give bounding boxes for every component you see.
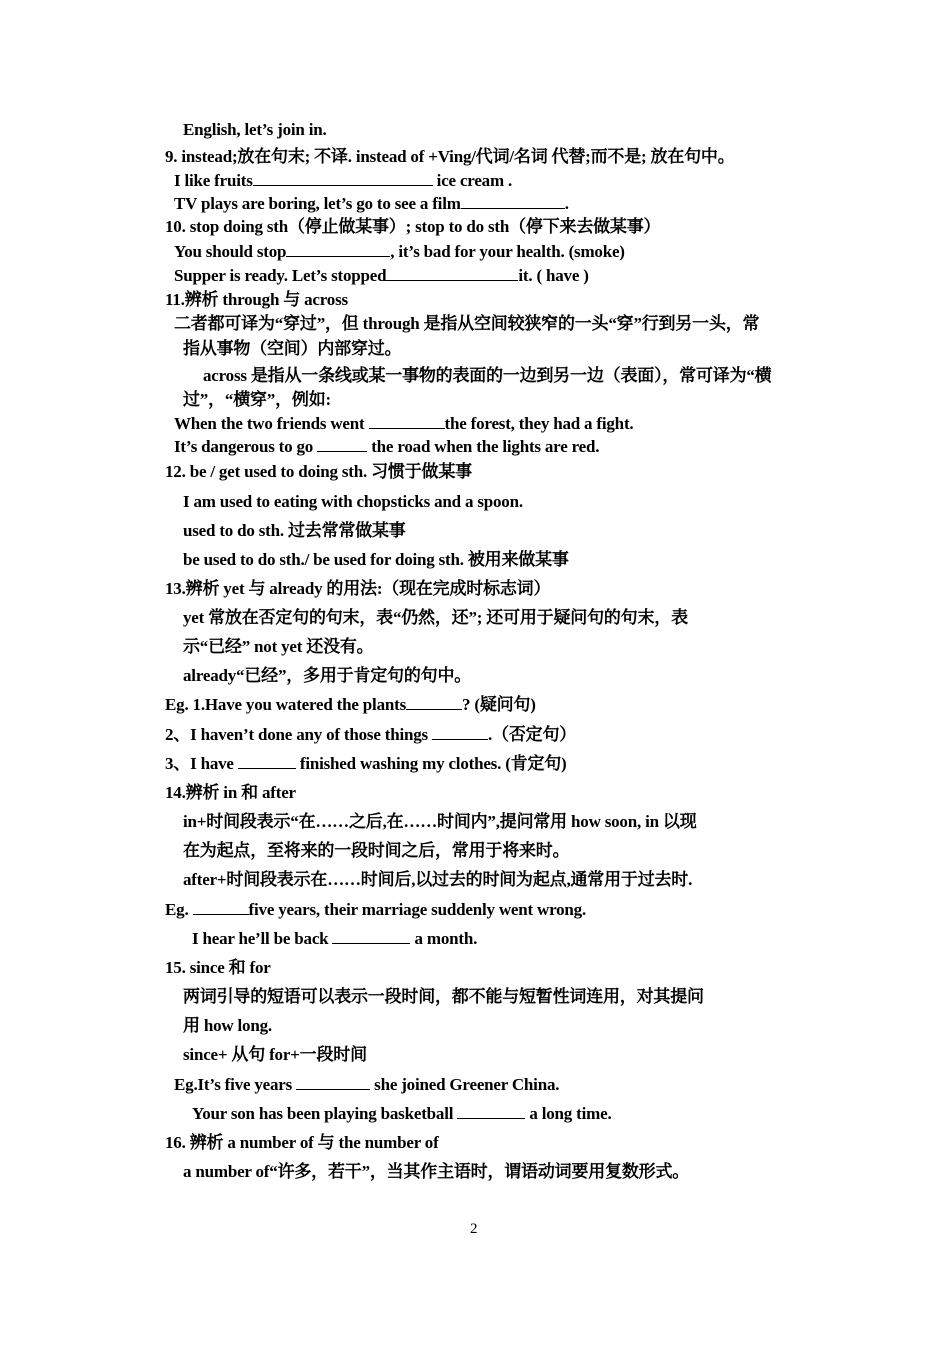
answer-blank[interactable] xyxy=(286,242,390,257)
exercise-line: You should stop , it’s bad for your health. (smoke) xyxy=(174,242,625,261)
answer-blank[interactable] xyxy=(432,725,488,740)
answer-blank[interactable] xyxy=(296,1075,370,1090)
explanation-line: 过”，“横穿”，例如: xyxy=(183,390,331,409)
exercise-line: It’s dangerous to go the road when the lights are red. xyxy=(174,437,600,456)
heading-item-11: 11.辨析 through 与 across xyxy=(165,290,348,309)
answer-blank[interactable] xyxy=(457,1104,525,1119)
explanation-line: 两词引导的短语可以表示一段时间，都不能与短暂性词连用，对其提问 xyxy=(183,987,704,1006)
exercise-line: TV plays are boring, let’s go to see a film . xyxy=(174,194,569,213)
explanation-line: already“已经”，多用于肯定句的句中。 xyxy=(183,666,472,685)
example-line: used to do sth. 过去常常做某事 xyxy=(183,521,406,540)
explanation-line: yet 常放在否定句的句末，表“仍然，还”; 还可用于疑问句的句末，表 xyxy=(183,608,688,627)
exercise-line: Eg. five years, their marriage suddenly went wrong. xyxy=(165,900,587,919)
explanation-line: in+时间段表示“在……之后,在……时间内”,提问常用 how soon, in 以现 xyxy=(183,812,697,831)
example-line: be used to do sth./ be used for doing sth. 被用来做某事 xyxy=(183,550,569,569)
heading-item-14: 14.辨析 in 和 after xyxy=(165,783,296,802)
exercise-line: Your son has been playing basketball a long time. xyxy=(192,1104,612,1123)
exercise-line: I like fruits ice cream . xyxy=(174,171,513,190)
explanation-line: 用 how long. xyxy=(183,1016,272,1035)
exercise-line: Eg.It’s five years she joined Greener China. xyxy=(174,1075,560,1094)
explanation-line: a number of“许多，若干”，当其作主语时，谓语动词要用复数形式。 xyxy=(183,1162,690,1181)
heading-item-10: 10. stop doing sth（停止做某事）; stop to do sth（停下来去做某事） xyxy=(165,217,661,236)
answer-blank[interactable] xyxy=(317,437,367,452)
exercise-line: Supper is ready. Let’s stopped it. ( have ) xyxy=(174,266,589,285)
exercise-line: 3、I have finished washing my clothes. (肯定句) xyxy=(165,754,567,773)
explanation-line: 在为起点，至将来的一段时间之后，常用于将来时。 xyxy=(183,841,570,860)
explanation-line: since+ 从句 for+一段时间 xyxy=(183,1045,367,1064)
explanation-line: after+时间段表示在……时间后,以过去的时间为起点,通常用于过去时. xyxy=(183,870,693,889)
exercise-line: Eg. 1.Have you watered the plants ? (疑问句) xyxy=(165,695,536,714)
answer-blank[interactable] xyxy=(369,414,445,429)
exercise-line: I hear he’ll be back a month. xyxy=(192,929,478,948)
answer-blank[interactable] xyxy=(253,171,433,186)
answer-blank[interactable] xyxy=(461,194,565,209)
example-line: I am used to eating with chopsticks and a spoon. xyxy=(183,492,523,511)
explanation-line: across 是指从一条线或某一事物的表面的一边到另一边（表面），常可译为“横 xyxy=(203,366,772,385)
answer-blank[interactable] xyxy=(238,754,296,769)
answer-blank[interactable] xyxy=(386,266,518,281)
heading-item-16: 16. 辨析 a number of 与 the number of xyxy=(165,1133,439,1152)
text-line: English, let’s join in. xyxy=(183,120,327,139)
heading-item-9: 9. instead;放在句末; 不译. instead of +Ving/代词/名词 代替;而不是; 放在句中。 xyxy=(165,147,735,166)
heading-item-13: 13.辨析 yet 与 already 的用法:（现在完成时标志词） xyxy=(165,579,551,598)
explanation-line: 示“已经” not yet 还没有。 xyxy=(183,637,374,656)
heading-item-12: 12. be / get used to doing sth. 习惯于做某事 xyxy=(165,462,472,481)
explanation-line: 二者都可译为“穿过”，但 through 是指从空间较狭窄的一头“穿”行到另一头，常 xyxy=(174,314,760,333)
exercise-line: 2、I haven’t done any of those things .（否定句） xyxy=(165,725,577,744)
explanation-line: 指从事物（空间）内部穿过。 xyxy=(183,339,402,358)
page-number: 2 xyxy=(470,1221,478,1237)
exercise-line: When the two friends went the forest, they had a fight. xyxy=(174,414,634,433)
answer-blank[interactable] xyxy=(332,929,410,944)
heading-item-15: 15. since 和 for xyxy=(165,958,271,977)
answer-blank[interactable] xyxy=(406,695,462,710)
answer-blank[interactable] xyxy=(193,900,249,915)
